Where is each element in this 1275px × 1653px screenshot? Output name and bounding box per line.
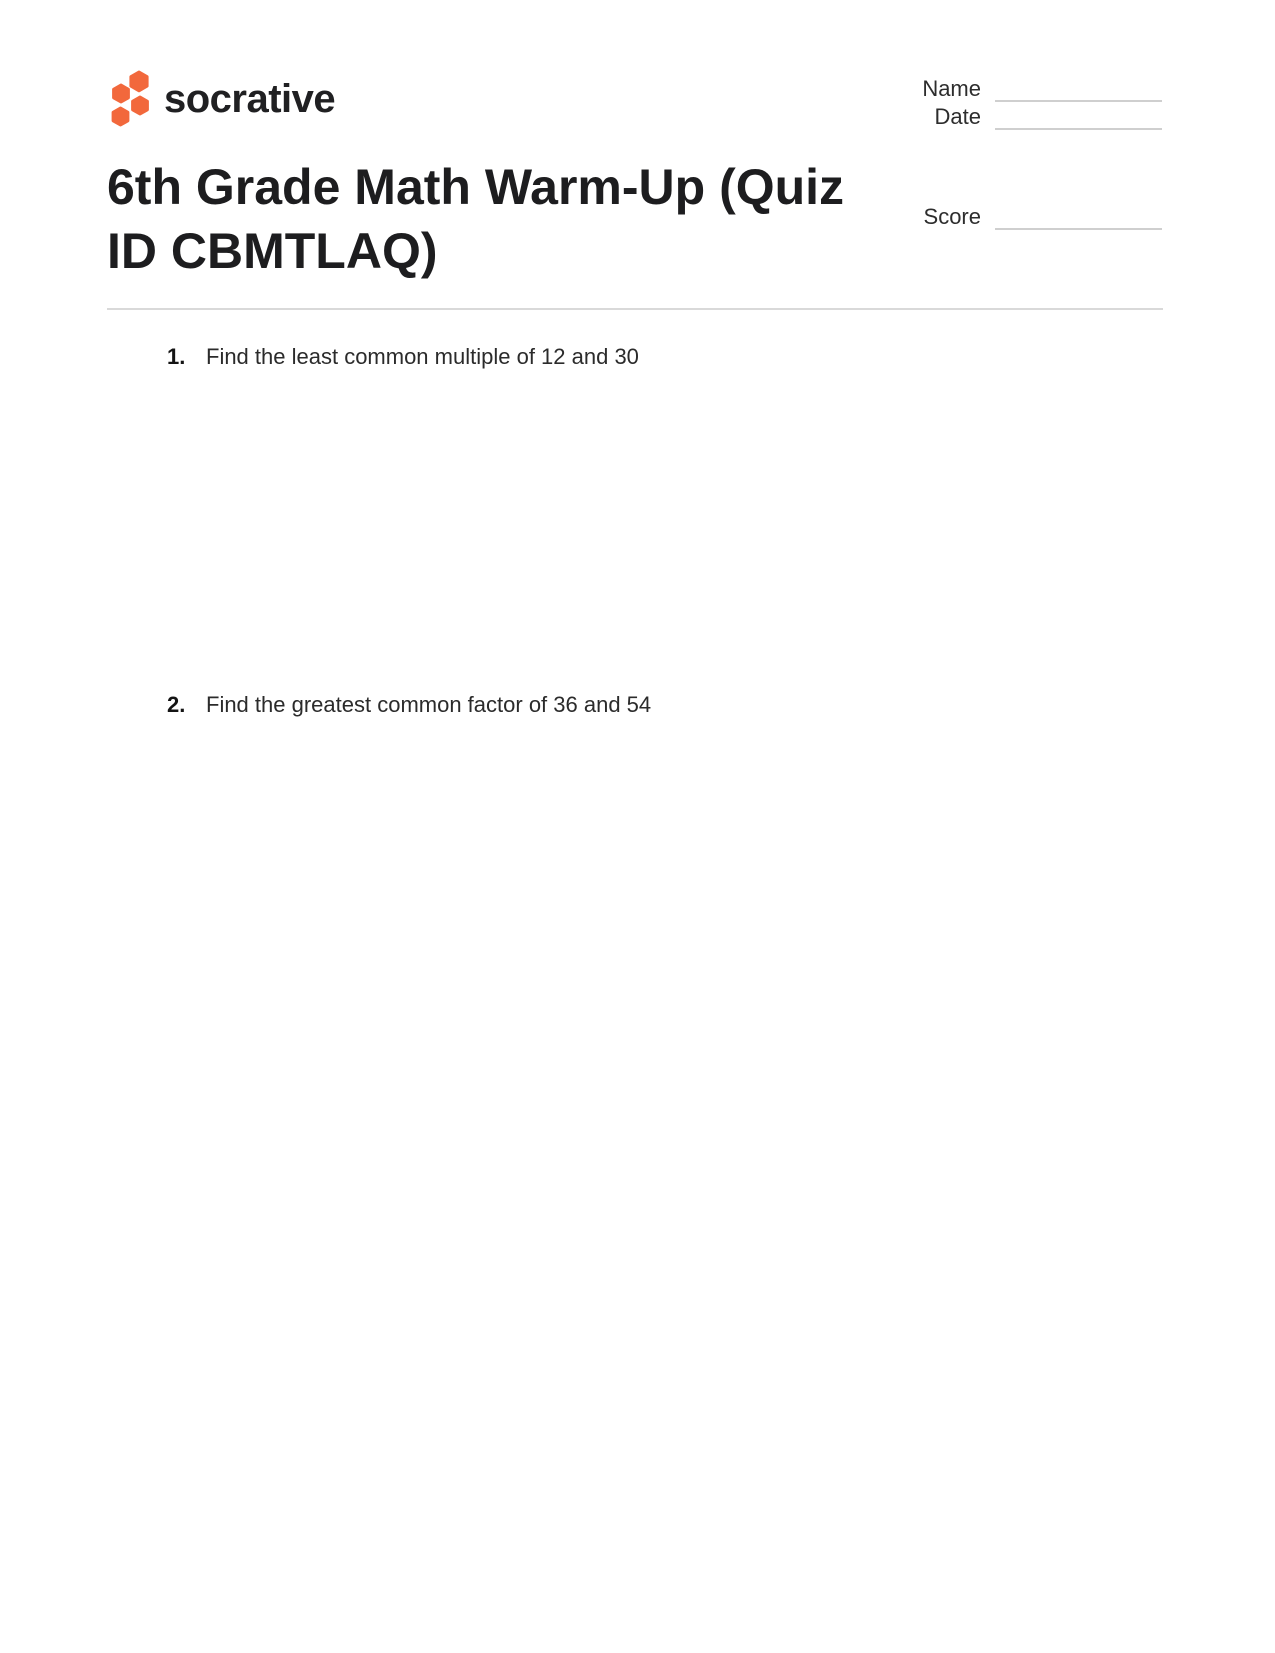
header-divider bbox=[107, 308, 1163, 310]
date-blank-line bbox=[995, 104, 1162, 130]
question-1-text: Find the least common multiple of 12 and 30 bbox=[206, 344, 639, 369]
question-2-text: Find the greatest common factor of 36 and 54 bbox=[206, 692, 652, 717]
name-blank-line bbox=[995, 76, 1162, 102]
question-2-number: 2. bbox=[167, 692, 186, 717]
date-label: Date bbox=[934, 104, 981, 129]
socrative-hexagons-icon bbox=[106, 64, 155, 127]
question-2 bbox=[167, 690, 651, 720]
score-blank-line bbox=[995, 204, 1162, 230]
date-field-row bbox=[841, 104, 1162, 130]
socrative-wordmark: socrative bbox=[164, 77, 336, 121]
quiz-title: 6th Grade Math Warm-Up (Quiz ID CBMTLAQ) bbox=[107, 159, 845, 279]
question-1-number: 1. bbox=[167, 344, 186, 369]
question-1 bbox=[167, 342, 639, 372]
name-label: Name bbox=[922, 76, 981, 101]
name-field-row bbox=[841, 76, 1162, 102]
score-label: Score bbox=[923, 204, 981, 229]
